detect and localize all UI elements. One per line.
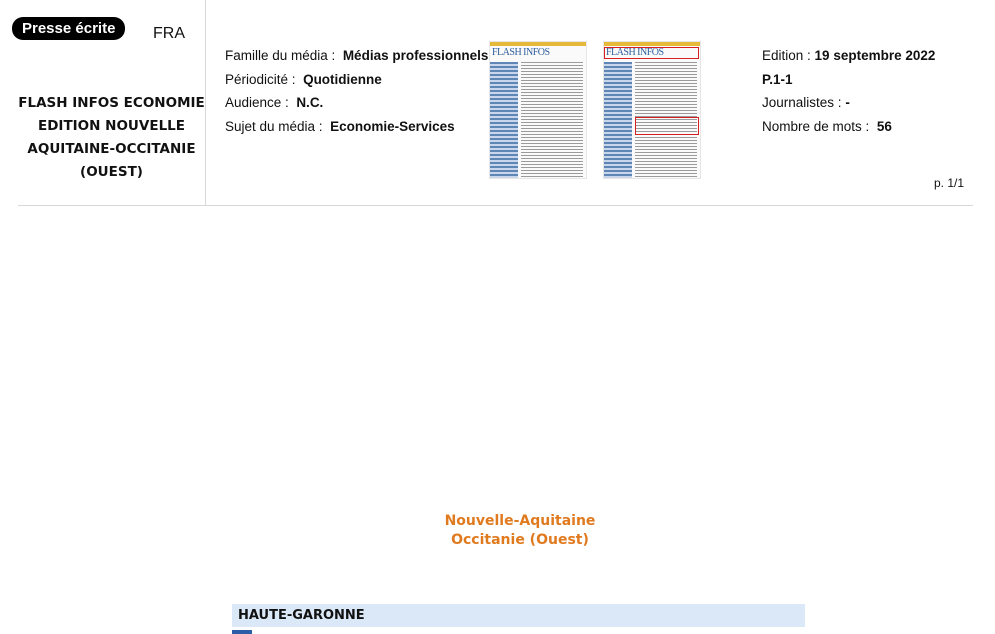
meta-sujet: Sujet du média : Economie-Services <box>225 118 455 134</box>
section-header <box>232 604 805 627</box>
region-heading <box>420 512 620 550</box>
page-indicator: p. 1/1 <box>934 176 965 190</box>
media-name: FLASH INFOS ECONOMIE EDITION NOUVELLE AQUITAINE-OCCITANIE (OUEST) <box>18 95 205 180</box>
meta-periodicite: Périodicité : Quotidienne <box>225 71 382 87</box>
section-marker <box>232 630 252 634</box>
thumbnail-logo: FLASH INFOS <box>606 47 664 58</box>
media-info-column <box>18 0 206 205</box>
region-line-1: Nouvelle-Aquitaine <box>444 513 596 529</box>
region-line-2: Occitanie (Ouest) <box>451 532 589 548</box>
meta-famille: Famille du média : Médias professionnels <box>225 48 489 63</box>
section-title: HAUTE-GARONNE <box>238 608 365 623</box>
word-count: Nombre de mots : 56 <box>762 118 892 134</box>
page-reference: P.1-1 <box>762 71 793 87</box>
page-thumbnail-highlighted <box>604 42 700 178</box>
media-meta <box>225 44 488 138</box>
document-header <box>18 0 973 206</box>
journalistes: Journalistes : - <box>762 95 850 110</box>
language-code: FRA <box>153 25 185 42</box>
thumbnail-logo: FLASH INFOS <box>492 47 550 58</box>
media-type-badge: Presse écrite <box>12 17 125 40</box>
highlight-frame <box>604 47 699 59</box>
highlight-frame <box>635 117 699 135</box>
edition-date: Edition : 19 septembre 2022 <box>762 48 936 63</box>
edition-details <box>762 44 935 138</box>
page-thumbnail <box>490 42 586 178</box>
meta-audience: Audience : N.C. <box>225 95 324 110</box>
